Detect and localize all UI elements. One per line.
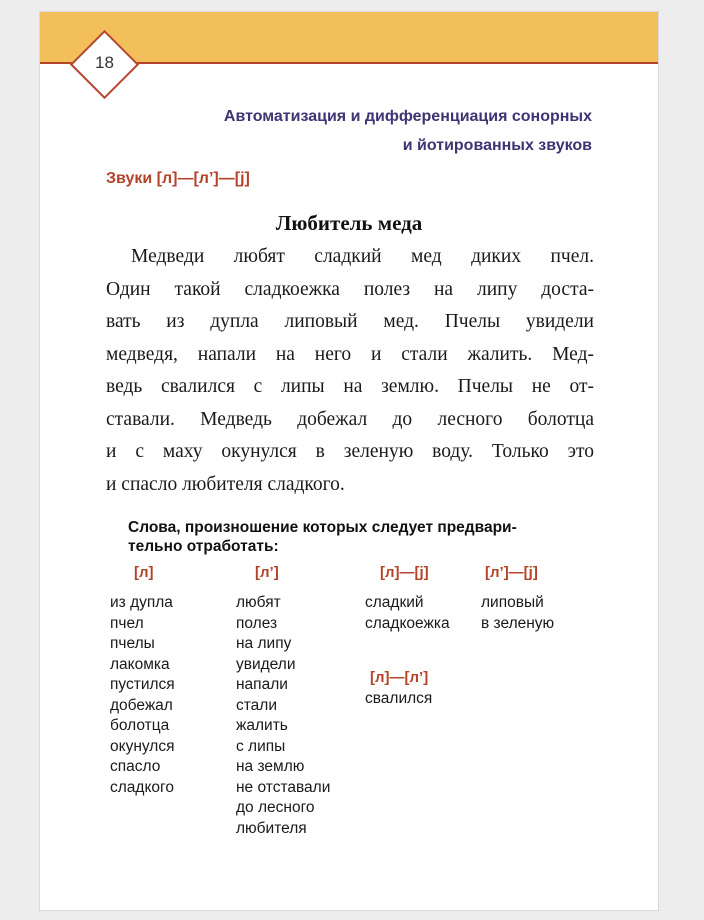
book-page bbox=[40, 12, 658, 910]
word-item: свалился bbox=[365, 690, 433, 707]
column-header-l-l-soft: [л]—[л’] bbox=[370, 669, 429, 686]
words-heading-line-2: тельно отработать: bbox=[128, 538, 279, 555]
word-item: сладкий bbox=[365, 594, 424, 611]
word-item: напали bbox=[236, 676, 288, 693]
word-item: до лесного bbox=[236, 799, 315, 816]
word-list-l-soft bbox=[236, 593, 330, 839]
word-item: окунулся bbox=[110, 737, 175, 755]
story-title: Любитель меда bbox=[275, 211, 423, 235]
word-list-l-j bbox=[365, 593, 450, 634]
word-item: болотца bbox=[110, 717, 170, 734]
words-heading-line-1: Слова, произношение которых следует предвари- bbox=[128, 519, 517, 536]
word-item: спасло bbox=[110, 758, 161, 775]
word-list-l bbox=[110, 593, 175, 798]
word-item: из дупла bbox=[110, 594, 173, 611]
column-header-l-j: [л]—[j] bbox=[380, 564, 429, 581]
word-item: с липы bbox=[236, 737, 286, 755]
word-item: лакомка bbox=[110, 655, 170, 673]
word-item: добежал bbox=[110, 696, 173, 714]
column-header-l: [л] bbox=[134, 564, 154, 581]
story-line: вать из дупла липовый мед. Пчелы увидели bbox=[106, 311, 594, 332]
word-item: на землю bbox=[236, 758, 305, 775]
header-band bbox=[40, 12, 658, 62]
column-header-l-soft-j: [л’]—[j] bbox=[485, 564, 538, 581]
word-item: полез bbox=[236, 614, 278, 632]
story-line: ведь свалился с липы на землю. Пчелы не от- bbox=[106, 376, 594, 397]
story-line: медведя, напали на него и стали жалить. Мед- bbox=[106, 343, 594, 365]
sounds-label: Звуки [л]—[л’]—[j] bbox=[106, 170, 250, 187]
word-item: любят bbox=[236, 594, 281, 611]
word-item: жалить bbox=[236, 717, 288, 734]
word-item: любителя bbox=[236, 819, 307, 837]
word-item: стали bbox=[236, 696, 277, 714]
page-number: 18 bbox=[95, 53, 114, 72]
story-text bbox=[106, 241, 594, 501]
word-item: пчелы bbox=[110, 635, 155, 652]
word-item: на липу bbox=[236, 635, 292, 652]
word-item: не отставали bbox=[236, 778, 331, 796]
word-item: пчел bbox=[110, 614, 144, 632]
story-line: и спасло любителя сладкого. bbox=[106, 473, 345, 495]
word-item: пустился bbox=[110, 676, 175, 693]
story-line: ставали. Медведь добежал до лесного болотца bbox=[106, 408, 594, 430]
story-line: и с маху окунулся в зеленую воду. Только это bbox=[106, 441, 594, 462]
words-heading bbox=[128, 518, 598, 556]
word-item: сладкоежка bbox=[365, 614, 450, 632]
column-header-l-soft: [л’] bbox=[255, 564, 279, 581]
word-item: увидели bbox=[236, 655, 296, 673]
section-title-line-2: и йотированных звуков bbox=[402, 137, 592, 154]
story-line: Один такой сладкоежка полез на липу доста- bbox=[106, 278, 594, 300]
section-title bbox=[142, 102, 592, 160]
section-title-line-1: Автоматизация и дифференциация сонорных bbox=[223, 108, 592, 125]
word-item: в зеленую bbox=[481, 614, 555, 632]
story-line: Медведи любят сладкий мед диких пчел. bbox=[131, 246, 594, 267]
word-list-l-l-soft bbox=[365, 689, 432, 710]
word-list-l-soft-j bbox=[481, 593, 554, 634]
word-item: сладкого bbox=[110, 778, 174, 796]
word-item: липовый bbox=[481, 594, 544, 611]
